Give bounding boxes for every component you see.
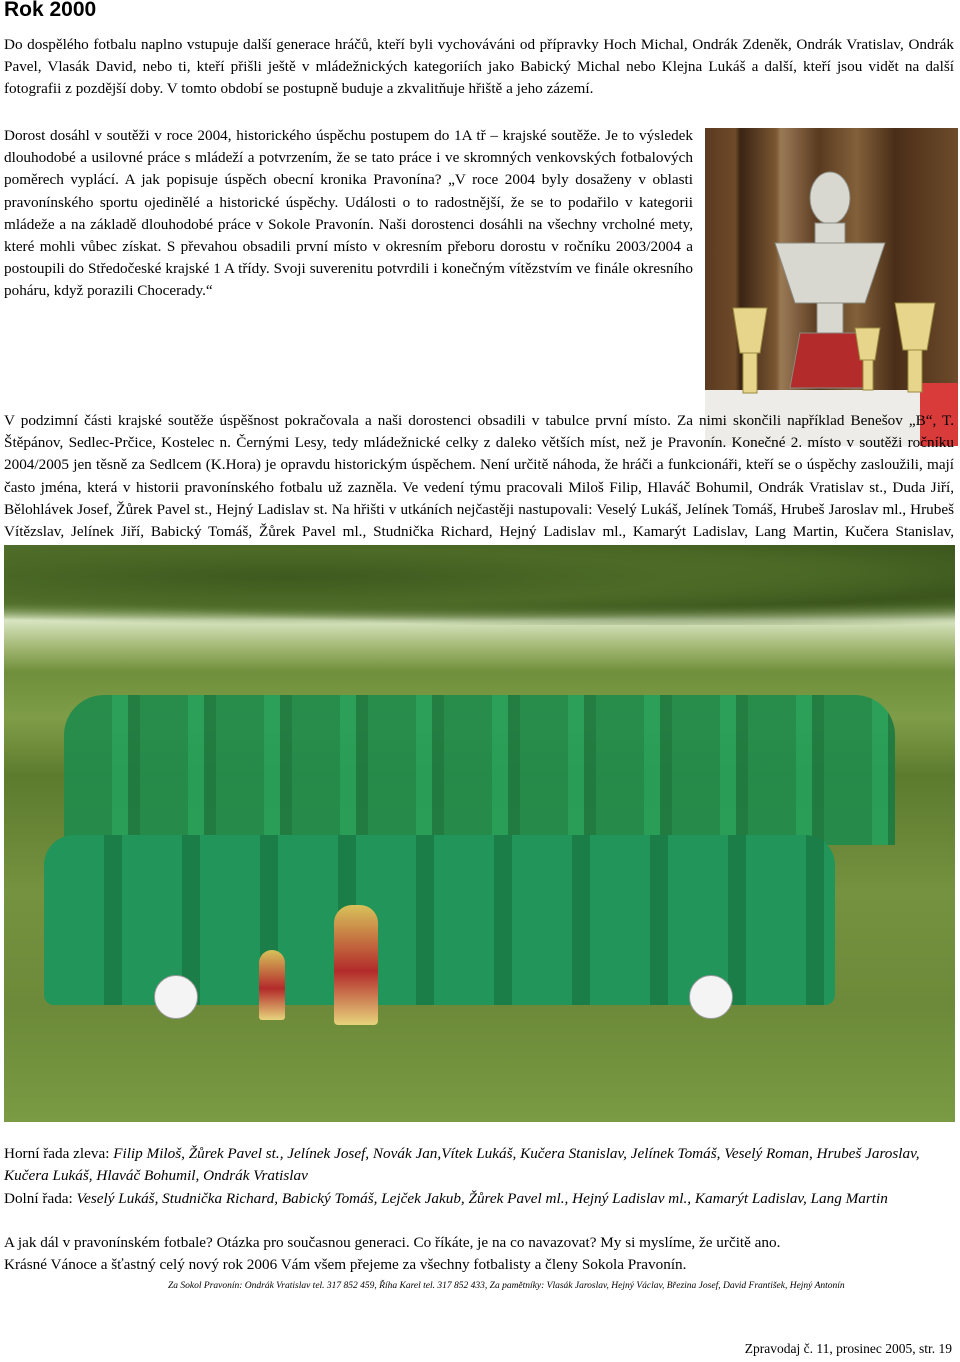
- caption-bottom-label: Dolní řada:: [4, 1190, 77, 1207]
- caption-bottom-names: Veselý Lukáš, Studnička Richard, Babický Tomáš, Lejček Jakub, Žůrek Pavel ml., Hejný Ladislav ml., Kamarýt Ladislav, Lang Martin: [76, 1190, 888, 1207]
- closing-question: A jak dál v pravonínském fotbale? Otázka pro současnou generaci. Co říkáte, je na co navazovat? My si myslíme, že určitě ano.: [4, 1234, 781, 1251]
- contact-footer: Za Sokol Pravonín: Ondrák Vratislav tel. 317 852 459, Říha Karel tel. 317 852 433, Za pamětníky: Vlasák Jaroslav, Hejný Václav, Březina Josef, David František, Hejný Antonín: [168, 1281, 845, 1291]
- photo-ball-right: [689, 975, 733, 1019]
- caption-top-row: [4, 1143, 954, 1187]
- trophy-illustration: [705, 128, 958, 446]
- caption-top-label: Horní řada zleva:: [4, 1145, 114, 1162]
- photo-trees: [4, 545, 955, 625]
- photo-back-row: [64, 695, 895, 845]
- team-photo: [4, 545, 955, 1122]
- paragraph-intro: Do dospělého fotbalu naplno vstupuje další generace hráčů, kteří byli vychováváni od přípravky Hoch Michal, Ondrák Zdeněk, Ondrák Vratislav, Ondrák Pavel, Vlasák David, nebo ti, kteří přišli ještě v mládežnických kategoriích jako Babický Michal nebo Klejna Lukáš a další, kteří jsou vidět na další fotografii z pozdější doby. V tomto období se postupně buduje a zkvalitňuje hřiště a jeho zázemí.: [4, 36, 954, 98]
- page-title: Rok 2000: [4, 0, 97, 21]
- paragraph-dorost: Dorost dosáhl v soutěži v roce 2004, historického úspěchu postupem do 1A tř – krajské soutěže. Je to výsledek dlouhodobé a usilovné práce s mládeží a potvrzením, že se tato práce i ve skromných venkovských fotbalových poměrech vyplácí. A jak popisuje úspěch obecní kronika Pravonína? „V roce 2004 byly dosaženy v oblasti pravonínského sportu ojedinělé a historické úspěchy. Události o to radostnější, že se to podařilo v kategorii mládeže a na základě dlouhodobé práce v Sokole Pravonín. Naši dorostenci dosáhli na všechny vrcholné mety, které mohli vůbec získat. S převahou obsadili první místo v okresním přeboru dorostu v ročníku 2003/2004 a postoupili do Středočeské krajské 1 A třídy. Svoji suverenitu potvrdili i konečným vítězstvím ve finále okresního poháru, když porazili Chocerady.“: [4, 127, 693, 300]
- photo-ball-left: [154, 975, 198, 1019]
- caption-top-names: Filip Miloš, Žůrek Pavel st., Jelínek Josef, Novák Jan,Vítek Lukáš, Kučera Stanislav, Jelínek Tomáš, Veselý Roman, Hrubeš Jaroslav, Kučera Lukáš, Hlaváč Bohumil, Ondrák Vratislav: [4, 1145, 920, 1185]
- photo-trophy: [334, 905, 378, 1025]
- page-footer: Zpravodaj č. 11, prosinec 2005, str. 19: [744, 1341, 952, 1356]
- photo-trophy-small: [259, 950, 285, 1020]
- closing-wishes: Krásné Vánoce a šťastný celý nový rok 2006 Vám všem přejeme za všechny fotbalisty a členy Sokola Pravonín.: [4, 1256, 687, 1273]
- caption-bottom-row: [4, 1188, 954, 1210]
- paragraph-podzim: V podzimní části krajské soutěže úspěšnost pokračovala a naši dorostenci obsadili v tabulce první místo. Za nimi skončili například Benešov „B“, T. Štěpánov, Sedlec-Prčice, Kostelec n. Černými Lesy, tedy mládežnické celky z daleko větších míst, než je Pravonín. Konečné 2. místo v soutěži ročníku 2004/2005 jen těsně za Sedlcem (K.Hora) je opravdu historickým úspěchem. Není určitě náhoda, že hráči a funkcionáři, kteří se o úspěchy zasloužili, mají často jména, která v historii pravonínského fotbalu už zazněla. Ve vedení týmu pracovali Miloš Filip, Hlaváč Bohumil, Ondrák Vratislav st., Duda Jiří, Bělohlávek Josef, Žůrek Pavel st., Hejný Ladislav st. Na hřišti v utkáních nejčastěji nastupovali: Veselý Lukáš, Jelínek Tomáš, Hrubeš Jaroslav ml., Hrubeš Vítězslav, Jelínek Jiří, Babický Tomáš, Žůrek Pavel ml., Studnička Richard, Hejný Ladislav ml., Kamarýt Ladislav, Lang Martin, Kučera Stanislav,: [4, 412, 954, 541]
- trophy-photo: [705, 128, 958, 446]
